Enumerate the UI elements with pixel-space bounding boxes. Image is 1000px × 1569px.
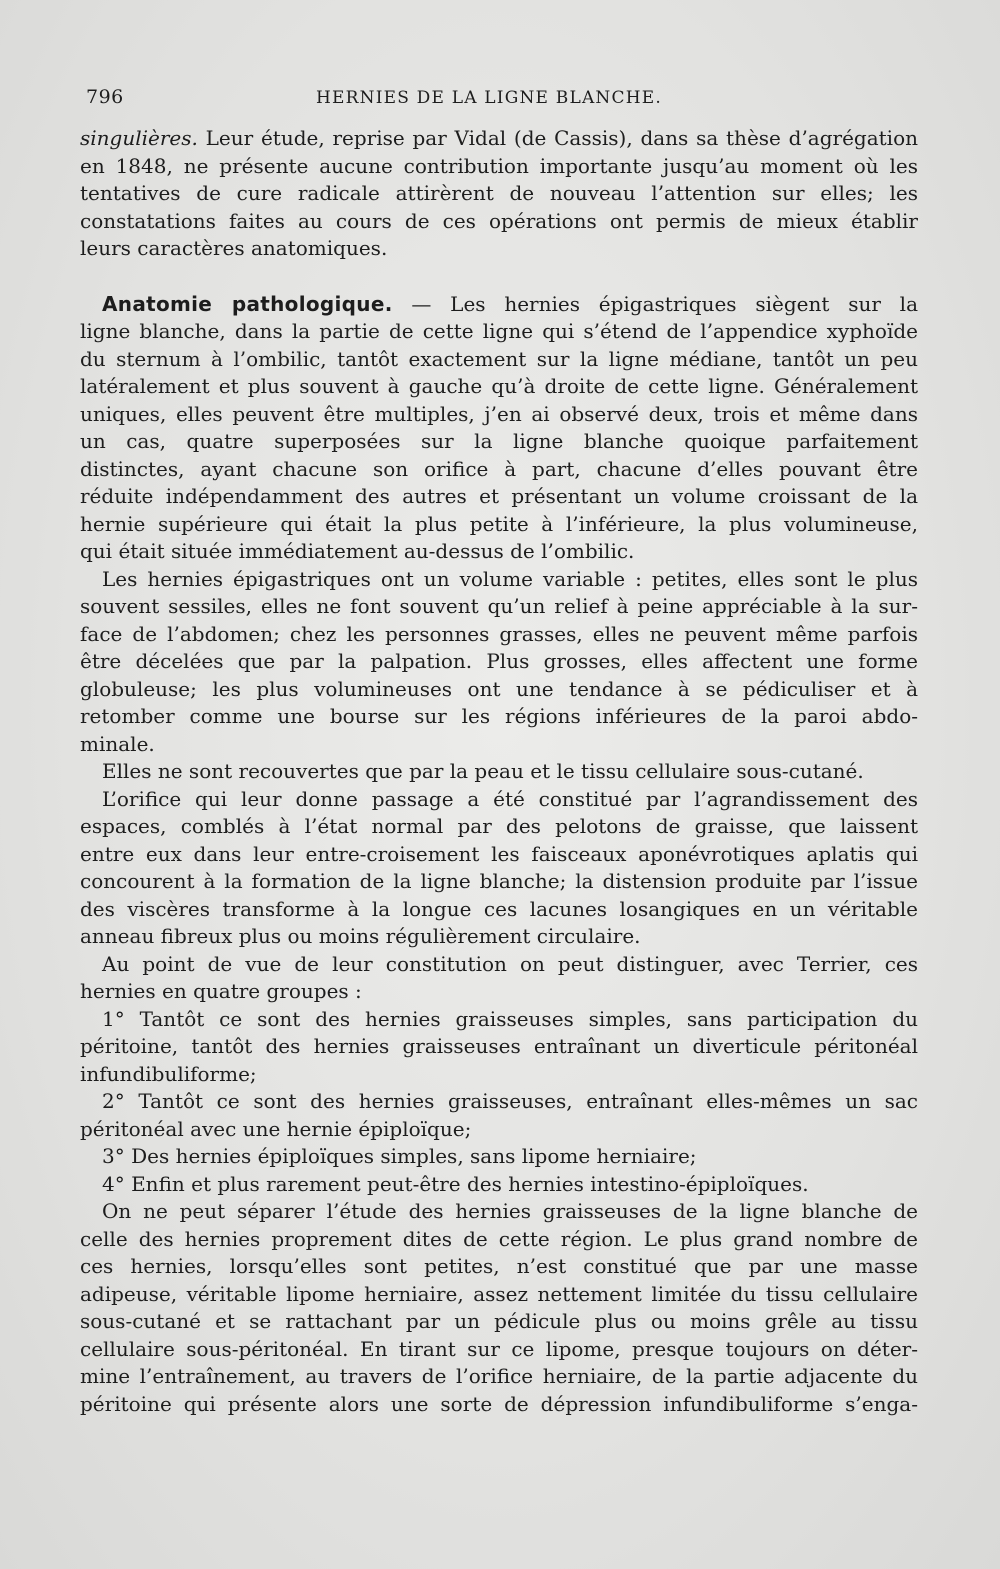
italic-word: singulières. (80, 126, 198, 150)
text-line: être décelées que par la palpation. Plus grosses, elles affectent une forme (80, 649, 918, 673)
text-line: Au point de vue de leur constitution on peut distinguer, avec Terrier, ces (102, 951, 918, 976)
paragraph-anatomie (80, 291, 918, 566)
text-line: 3° Des hernies épiploïques simples, sans lipome herniaire; (102, 1144, 697, 1168)
text-line: entre eux dans leur entre-croisement les faisceaux aponévrotiques aplatis qui (80, 841, 918, 866)
list-item (80, 1143, 918, 1171)
text-line: du sternum à l’ombilic, tantôt exactement sur la ligne médiane, tantôt un peu (80, 346, 918, 371)
text-line: en 1848, ne présente aucune contribution importante jusqu’au moment où les (80, 153, 918, 178)
text-line: tentatives de cure radicale attirèrent de nouveau l’attention sur elles; les (80, 181, 918, 205)
text-line: péritonéal avec une hernie épiploïque; (80, 1116, 472, 1141)
text-line: péritoine, tantôt des hernies graisseuses entraînant un diverticule péritonéal (80, 1034, 918, 1058)
list-item (80, 1088, 918, 1143)
page-header (86, 86, 916, 116)
text-line: celle des hernies proprement dites de cette région. Le plus grand nombre de (80, 1226, 918, 1251)
text-line: Elles ne sont recouvertes que par la peau et le tissu cellulaire sous-cutané. (102, 759, 864, 783)
text-line: retomber comme une bourse sur les régions inférieures de la paroi abdo- (80, 704, 918, 728)
text-line: infundibuliforme; (80, 1061, 257, 1086)
text-line: 1° Tantôt ce sont des hernies graisseuses simples, sans participation du (102, 1006, 918, 1031)
paragraph-intro (80, 125, 918, 263)
text-line: anneau fibreux plus ou moins régulièrement circulaire. (80, 924, 641, 948)
paragraph-orifice (80, 786, 918, 951)
text-line: 4° Enfin et plus rarement peut-être des hernies intestino-épiploïques. (102, 1171, 809, 1196)
text-line: singulières. Leur étude, reprise par Vidal (de Cassis), dans sa thèse d’agrégation (80, 126, 918, 150)
page-number: 796 (86, 86, 124, 108)
text-line: hernie supérieure qui était la plus petite à l’inférieure, la plus volumineuse, (80, 511, 918, 536)
text-line: concourent à la formation de la ligne blanche; la distension produite par l’issue (80, 869, 918, 893)
text-line: latéralement et plus souvent à gauche qu’à droite de cette ligne. Généralement (80, 374, 918, 398)
text-line: ligne blanche, dans la partie de cette ligne qui s’étend de l’appendice xyphoïde (80, 319, 918, 343)
running-title: HERNIES DE LA LIGNE BLANCHE. (316, 88, 662, 108)
text-line: mine l’entraînement, au travers de l’orifice herniaire, de la partie adjacente du (80, 1364, 918, 1388)
text-line: leurs caractères anatomiques. (80, 236, 388, 260)
text-line: souvent sessiles, elles ne font souvent qu’un relief à peine appréciable à la sur- (80, 594, 918, 618)
text-line: hernies en quatre groupes : (80, 979, 362, 1003)
paragraph-recouvertes (80, 758, 918, 786)
text-line: un cas, quatre superposées sur la ligne blanche quoique parfaitement (80, 429, 918, 453)
text-line: Anatomie pathologique. — Les hernies épigastriques siègent sur la (102, 291, 918, 316)
text-line: 2° Tantôt ce sont des hernies graisseuses, entraînant elles-mêmes un sac (102, 1089, 918, 1113)
section-gap (80, 263, 918, 291)
paragraph-constitution (80, 951, 918, 1006)
text-line: distinctes, ayant chacune son orifice à part, chacune d’elles pouvant être (80, 456, 918, 481)
groups-list (80, 1006, 918, 1199)
text-line: ces hernies, lorsqu’elles sont petites, n’est constitué que par une masse (80, 1254, 918, 1278)
text-line: sous-cutané et se rattachant par un pédicule plus ou moins grêle au tissu (80, 1309, 918, 1333)
text-line: minale. (80, 731, 155, 756)
section-heading: Anatomie pathologique. (102, 291, 393, 316)
list-item (80, 1006, 918, 1089)
text-line: péritoine qui présente alors une sorte de dépression infundibuliforme s’enga- (80, 1391, 918, 1416)
body-text (80, 125, 918, 1418)
text-line: face de l’abdomen; chez les personnes grasses, elles ne peuvent même parfois (80, 621, 918, 646)
paragraph-lipome (80, 1198, 918, 1418)
text-line: cellulaire sous-péritonéal. En tirant sur ce lipome, presque toujours on déter- (80, 1336, 918, 1361)
text-line: Les hernies épigastriques ont un volume variable : petites, elles sont le plus (102, 566, 918, 591)
text-line: L’orifice qui leur donne passage a été constitué par l’agrandissement des (102, 786, 918, 811)
text-line: globuleuse; les plus volumineuses ont une tendance à se pédiculiser et à (80, 676, 918, 701)
list-item (80, 1171, 918, 1199)
text-line: espaces, comblés à l’état normal par des pelotons de graisse, que laissent (80, 814, 918, 838)
text-line: constatations faites au cours de ces opérations ont permis de mieux établir (80, 208, 918, 233)
text-line: On ne peut séparer l’étude des hernies graisseuses de la ligne blanche de (102, 1199, 918, 1223)
text-line: uniques, elles peuvent être multiples, j’en ai observé deux, trois et même dans (80, 401, 918, 426)
text-line: des viscères transforme à la longue ces lacunes losangiques en un véritable (80, 896, 918, 921)
text-line: qui était située immédiatement au-dessus de l’ombilic. (80, 539, 635, 563)
text-line: adipeuse, véritable lipome herniaire, assez nettement limitée du tissu cellulaire (80, 1281, 918, 1306)
text-line: réduite indépendamment des autres et présentant un volume croissant de la (80, 484, 918, 508)
paragraph-volume (80, 566, 918, 759)
